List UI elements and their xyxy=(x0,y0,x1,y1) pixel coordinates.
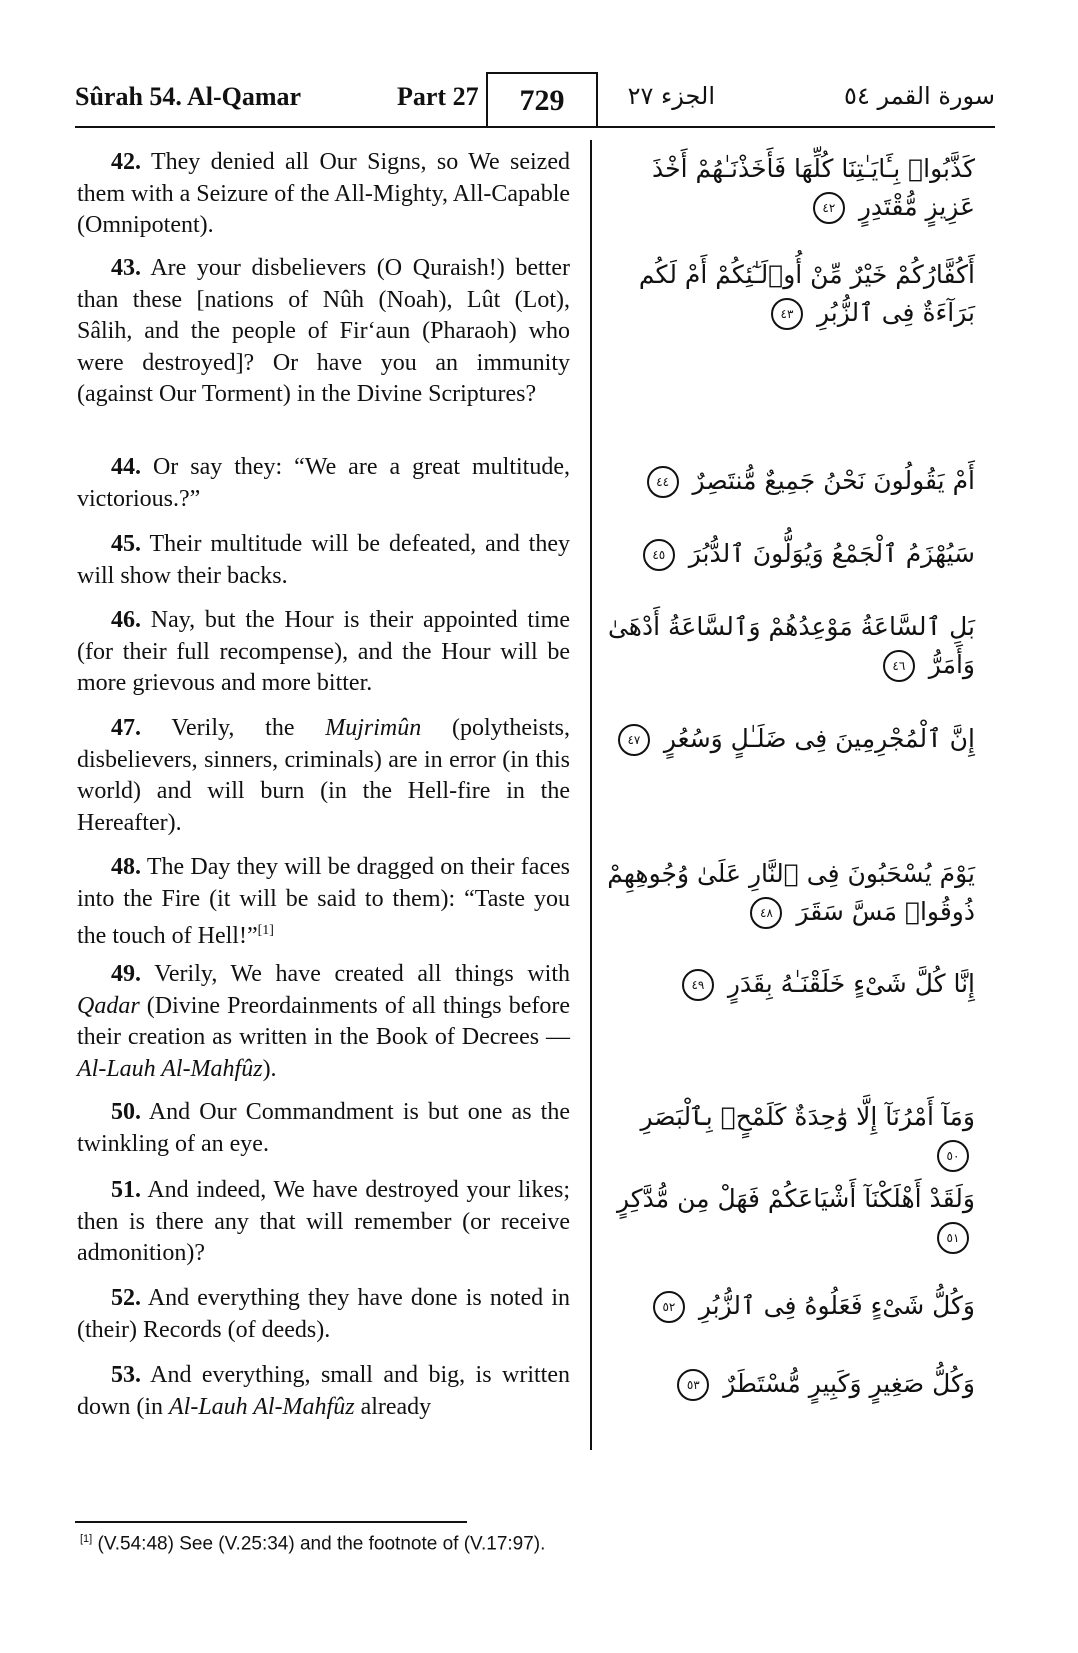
footnote-rule xyxy=(75,1521,467,1523)
verse-text-italic: Mujrimûn xyxy=(325,715,422,741)
verse-52-ar xyxy=(605,1287,975,1325)
verse-text: Nay, but the Hour is their appointed time (for their full recompense), and the Hour will be more grievous and more bitter. xyxy=(77,607,570,696)
verse-text: And everything they have done is noted in (their) Records (of deeds). xyxy=(77,1285,570,1343)
arabic-text: وَكُلُّ شَىْءٍ فَعَلُوهُ فِى ٱلزُّبُرِ xyxy=(698,1291,975,1320)
verse-text-post: (polytheists, disbelievers, sinners, criminals) are in error (in this world) and will burn (in the Hell-fire in the Hereafter). xyxy=(77,715,570,836)
arabic-text: إِنَّ ٱلْمُجْرِمِينَ فِى ضَلَـٰلٍ وَسُعُرٍ xyxy=(663,724,975,753)
verse-end-marker: ٤٢ xyxy=(813,192,845,224)
verse-50-en xyxy=(77,1097,570,1160)
verse-47-ar xyxy=(605,720,975,758)
verse-text-italic: Al-Lauh Al-Mahfûz xyxy=(169,1393,355,1420)
verse-text: Or say they: “We are a great multitude, victorious.?” xyxy=(77,454,570,512)
verse-43-en xyxy=(77,253,570,411)
arabic-text: وَكُلُّ صَغِيرٍ وَكَبِيرٍ مُّسْتَطَرٌ xyxy=(723,1369,975,1398)
footnote xyxy=(80,1533,980,1555)
verse-text-italic-2: Al-Lauh Al-Mahfûz xyxy=(77,1055,263,1082)
arabic-text: سَيُهْزَمُ ٱلْجَمْعُ وَيُوَلُّونَ ٱلدُّبُرَ xyxy=(688,539,975,568)
verse-number: 49. xyxy=(111,961,141,987)
verse-number: 52. xyxy=(111,1285,141,1311)
verse-46-en xyxy=(77,605,570,700)
verse-text-pre: And everything, small and big, is written down (in xyxy=(77,1362,570,1420)
verse-44-en xyxy=(77,452,570,515)
verse-text: Are your disbelievers (O Quraish!) better than these [nations of Nûh (Noah), Lût (Lot), Sâlih, and the people of Fir‘aun (Pharaoh) who were destroyed]? Or have you an immunity (against Our Torment) in the Divine Scriptures? xyxy=(77,255,570,407)
arabic-text: إِنَّا كُلَّ شَىْءٍ خَلَقْنَـٰهُ بِقَدَرٍ xyxy=(727,969,975,998)
arabic-text: كَذَّبُوا۟ بِـَٔايَـٰتِنَا كُلِّهَا فَأَخَذْنَـٰهُمْ أَخْذَ عَزِيزٍ مُّقْتَدِرٍ xyxy=(652,154,975,221)
verse-42-en xyxy=(77,147,570,242)
verse-number: 50. xyxy=(111,1099,141,1125)
verse-number: 44. xyxy=(111,454,141,480)
verse-end-marker: ٤٤ xyxy=(647,466,679,498)
verse-text: Their multitude will be defeated, and they will show their backs. xyxy=(77,531,570,589)
verse-end-marker: ٤٥ xyxy=(643,539,675,571)
verse-48-en xyxy=(77,852,570,953)
header-rule xyxy=(75,126,995,128)
verse-text-pre: Verily, We have created all things with xyxy=(154,961,570,987)
verse-end-marker: ٤٩ xyxy=(682,969,714,1001)
verse-end-marker: ٥٣ xyxy=(677,1369,709,1401)
verse-50-ar xyxy=(605,1098,975,1174)
verse-end-marker: ٤٦ xyxy=(883,650,915,682)
verse-49-en xyxy=(77,959,570,1085)
verse-number: 43. xyxy=(111,255,141,281)
column-divider xyxy=(590,140,592,1450)
verse-end-marker: ٥٢ xyxy=(653,1291,685,1323)
verse-number: 53. xyxy=(111,1362,141,1388)
arabic-text: وَمَآ أَمْرُنَآ إِلَّا وَٰحِدَةٌ كَلَمْحٍۭ بِٱلْبَصَرِ xyxy=(640,1102,975,1131)
verse-text: And indeed, We have destroyed your likes; then is there any that will remember (or receive admonition)? xyxy=(77,1177,570,1266)
verse-text-pre: Verily, the xyxy=(171,715,295,741)
verse-49-ar xyxy=(605,965,975,1003)
footnote-ref: [1] xyxy=(257,923,274,938)
verse-52-en xyxy=(77,1283,570,1346)
verse-44-ar xyxy=(605,462,975,500)
verse-end-marker: ٤٨ xyxy=(750,897,782,929)
verse-end-marker: ٥١ xyxy=(937,1222,969,1254)
arabic-text: يَوْمَ يُسْحَبُونَ فِى ٱلنَّارِ عَلَىٰ وُجُوهِهِمْ ذُوقُوا۟ مَسَّ سَقَرَ xyxy=(607,859,975,926)
verse-45-ar xyxy=(605,535,975,573)
verse-47-en xyxy=(77,713,570,839)
verse-number: 47. xyxy=(111,715,141,741)
verse-53-ar xyxy=(605,1365,975,1403)
verse-42-ar xyxy=(605,150,975,226)
verse-51-en xyxy=(77,1175,570,1270)
verse-43-ar xyxy=(605,256,975,332)
verse-46-ar xyxy=(605,608,975,684)
verse-text: They denied all Our Signs, so We seized them with a Seizure of the All-Mighty, All-Capable (Omnipotent). xyxy=(77,149,571,238)
verse-text: And Our Commandment is but one as the twinkling of an eye. xyxy=(77,1099,570,1157)
surah-title-ar: سورة القمر ٥٤ xyxy=(844,82,995,110)
footnote-text: (V.54:48) See (V.25:34) and the footnote of (V.17:97). xyxy=(97,1533,546,1555)
verse-48-ar xyxy=(605,855,975,931)
verse-number: 46. xyxy=(111,607,141,633)
verse-number: 42. xyxy=(111,149,141,175)
verse-end-marker: ٤٧ xyxy=(618,724,650,756)
verse-51-ar xyxy=(605,1180,975,1256)
verse-number: 48. xyxy=(111,854,141,880)
surah-title-en: Sûrah 54. Al-Qamar xyxy=(75,82,302,111)
verse-number: 45. xyxy=(111,531,141,557)
arabic-text: أَكُفَّارُكُمْ خَيْرٌ مِّنْ أُو۟لَـٰٓئِكُمْ أَمْ لَكُم بَرَآءَةٌ فِى ٱلزُّبُرِ xyxy=(638,260,975,327)
verse-end-marker: ٥٠ xyxy=(937,1140,969,1172)
verse-text-italic: Qadar xyxy=(77,992,140,1019)
verse-text-mid: (Divine Preordainments of all things before their creation as written in the Book of Decrees — xyxy=(77,992,571,1050)
verse-text-post: ). xyxy=(262,1055,277,1082)
footnote-marker: [1] xyxy=(80,1533,93,1545)
part-label-en: Part 27 xyxy=(397,82,479,111)
part-label-ar: الجزء ٢٧ xyxy=(627,82,715,110)
verse-45-en xyxy=(77,529,570,592)
verse-text-post: already xyxy=(360,1393,432,1420)
verse-number: 51. xyxy=(111,1177,141,1203)
verse-text: The Day they will be dragged on their faces into the Fire (it will be said to them): “Taste you the touch of Hell!” xyxy=(77,854,570,949)
arabic-text: بَلِ ٱلسَّاعَةُ مَوْعِدُهُمْ وَٱلسَّاعَةُ أَدْهَىٰ وَأَمَرُّ xyxy=(607,612,975,679)
verse-53-en xyxy=(77,1360,570,1423)
page-header xyxy=(75,70,995,130)
page-number: 729 xyxy=(486,72,598,126)
verse-end-marker: ٤٣ xyxy=(771,298,803,330)
arabic-text: أَمْ يَقُولُونَ نَحْنُ جَمِيعٌ مُّنتَصِرٌ xyxy=(692,466,975,495)
arabic-text: وَلَقَدْ أَهْلَكْنَآ أَشْيَاعَكُمْ فَهَلْ مِن مُّدَّكِرٍ xyxy=(616,1184,975,1213)
